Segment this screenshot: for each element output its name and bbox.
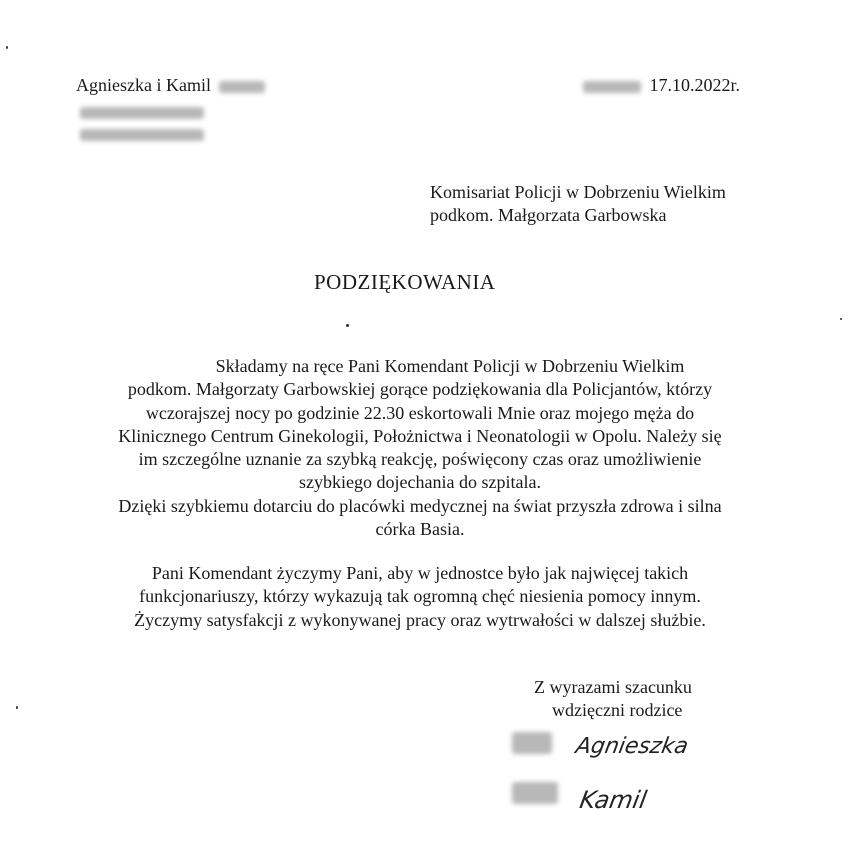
scan-speck [16,706,18,709]
redacted-signature-name-2 [512,782,558,804]
paragraph-1-line: córka Basia. [375,519,465,540]
recipient-line-2: podkom. Małgorzata Garbowska [430,205,667,225]
redacted-city [583,81,641,93]
scan-speck [6,46,8,49]
sender-block [76,74,265,97]
closing-line-1: Z wyrazami szacunku [534,677,692,697]
paragraph-1-line: wczorajszej nocy po godzinie 22.30 eskortowali Mnie oraz mojego męża do [145,402,695,423]
paragraph-2-line: funkcjonariuszy, którzy wykazują tak ogromną chęć niesienia pomocy innym. [139,586,701,607]
paragraph-1 [80,355,760,541]
letter-date: 17.10.2022r. [649,75,741,95]
signature-agnieszka: Agnieszka [573,734,691,759]
redacted-address-line-1 [80,104,204,122]
paragraph-1-line: Składamy na ręce Pani Komendant Policji w Dobrzeniu Wielkim [215,356,685,376]
scan-speck [840,318,842,320]
paragraph-1-line: szybkiego dojechania do szpitala. [299,472,541,493]
closing-line-2: wdzięczni rodzice [552,700,683,720]
signature-kamil: Kamil [577,786,649,814]
redacted-surname [219,81,265,93]
redacted-signature-name-1 [512,732,552,754]
letter-title: PODZIĘKOWANIA [314,270,496,294]
redacted-address-line-2 [80,126,204,144]
paragraph-2-line: Życzymy satysfakcji z wykonywanej pracy oraz wytrwałości w dalszej służbie. [134,609,706,630]
date-line [583,74,740,97]
paragraph-1-line: podkom. Małgorzaty Garbowskiej gorące podziękowania dla Policjantów, którzy [127,379,713,400]
recipient-line-1: Komisariat Policji w Dobrzeniu Wielkim [430,182,726,202]
sender-name: Agnieszka i Kamil [76,75,211,95]
paragraph-1-line: Klinicznego Centrum Ginekologii, Położnictwa i Neonatologii w Opolu. Należy się [118,425,722,446]
paragraph-1-line: im szczególne uznanie za szybką reakcję, poświęcony czas oraz umożliwienie [138,449,702,470]
scan-speck [346,324,349,327]
paragraph-1-line: Dzięki szybkiemu dotarciu do placówki medycznej na świat przyszła zdrowa i silna [118,495,722,516]
paragraph-2 [80,562,760,632]
paragraph-2-line: Pani Komendant życzymy Pani, aby w jednostce było jak najwięcej takich [151,563,689,583]
